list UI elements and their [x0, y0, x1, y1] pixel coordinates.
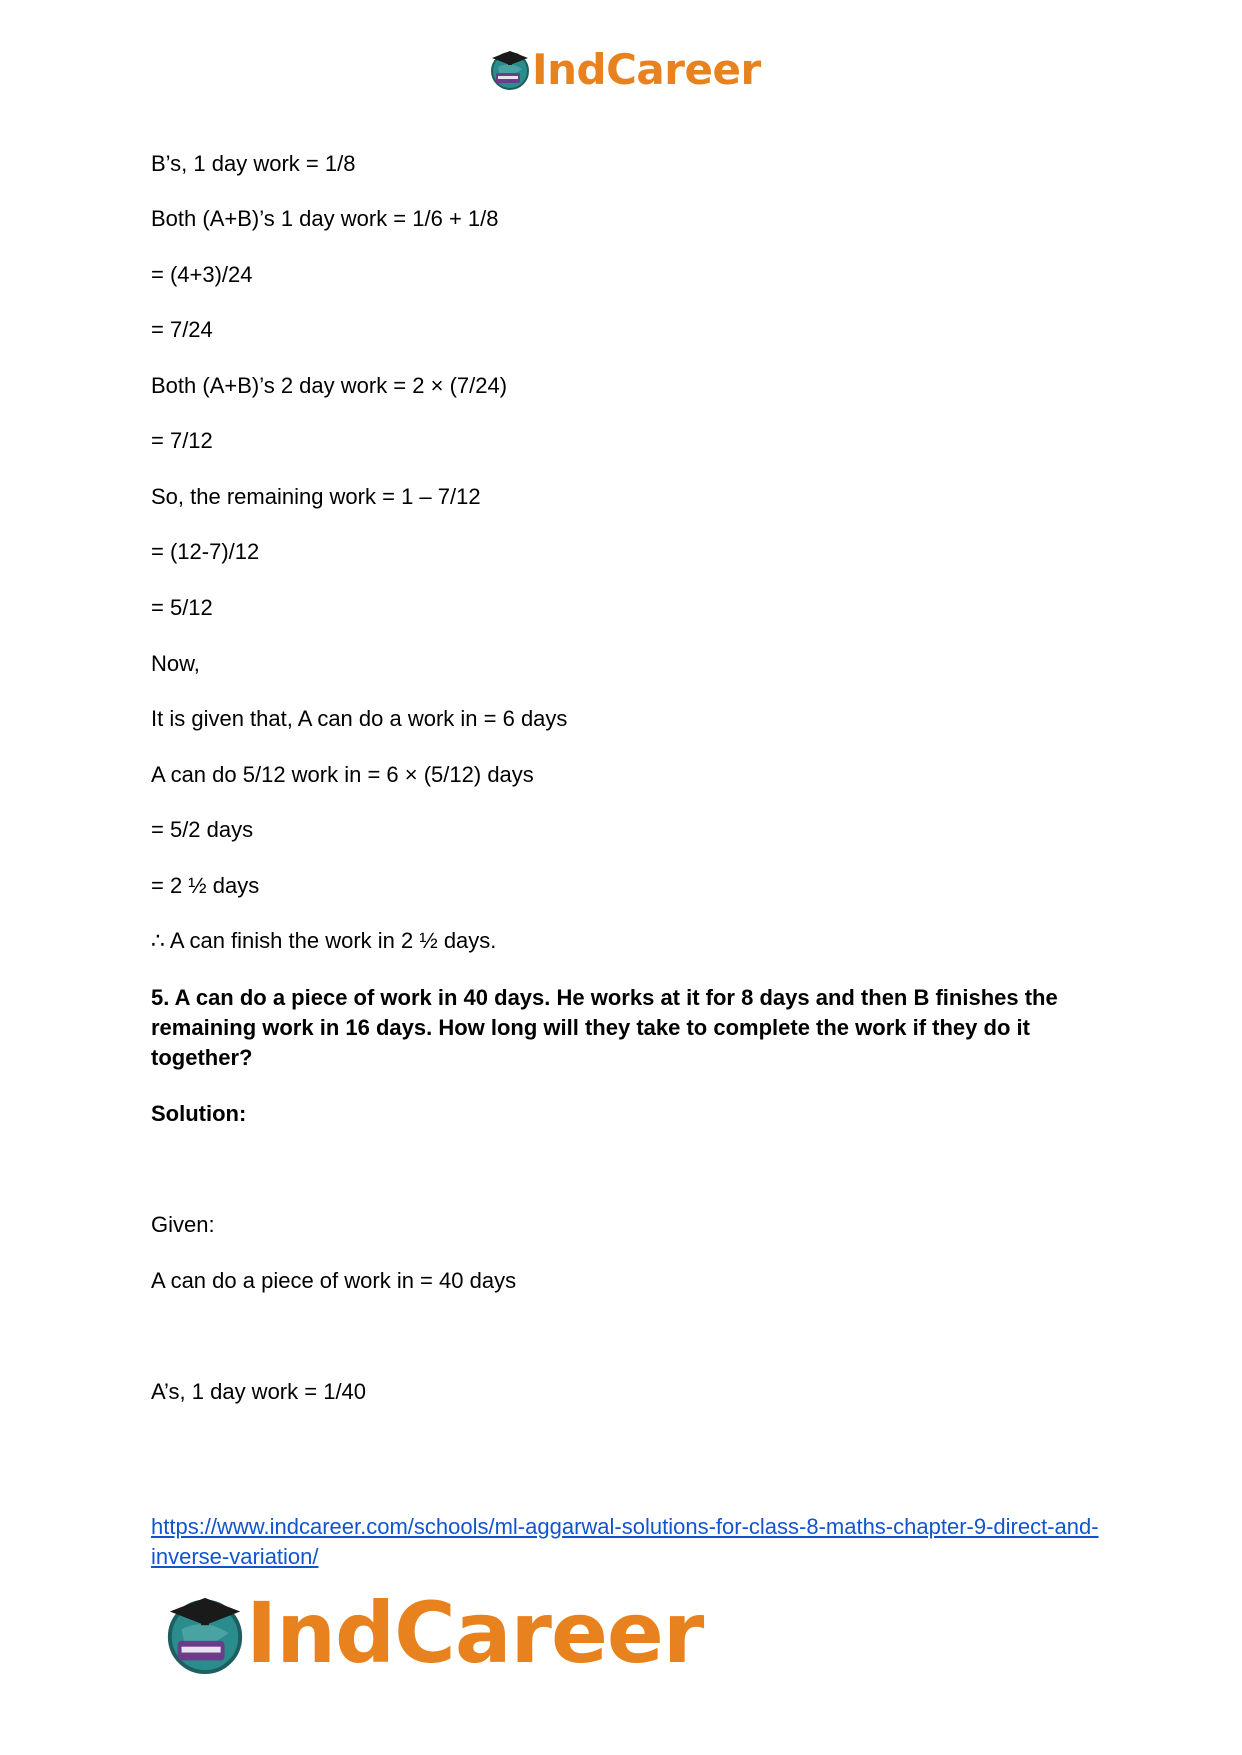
- source-link[interactable]: https://www.indcareer.com/schools/ml-aggarwal-solutions-for-class-8-maths-chapter-9-direct-and-inverse-variation/: [151, 1514, 1099, 1569]
- graduation-globe-icon: [162, 1590, 248, 1676]
- text-line: = (4+3)/24: [151, 262, 253, 287]
- text-line: = 7/12: [151, 428, 213, 453]
- text-line: = 2 ½ days: [151, 873, 260, 898]
- text-line: = (12-7)/12: [151, 539, 260, 564]
- text-line: = 7/24: [151, 317, 213, 342]
- text-line: So, the remaining work = 1 – 7/12: [151, 484, 481, 509]
- text-line: ∴ A can finish the work in 2 ½ days.: [151, 928, 497, 953]
- logo-wordmark: IndCareer: [532, 44, 761, 94]
- logo-wordmark: IndCareer: [246, 1584, 704, 1682]
- question-heading: 5. A can do a piece of work in 40 days. He works at it for 8 days and then B finishes the remaining work in 16 days. How long will they take to complete the work if they do it together?: [151, 985, 1058, 1070]
- text-line: B’s, 1 day work = 1/8: [151, 151, 356, 176]
- footer-logo: [162, 1584, 704, 1682]
- text-line: Both (A+B)’s 2 day work = 2 × (7/24): [151, 373, 508, 398]
- text-line: = 5/2 days: [151, 817, 254, 842]
- given-line: A can do a piece of work in = 40 days: [151, 1268, 517, 1293]
- given-label: Given:: [151, 1212, 215, 1237]
- solution-label: Solution:: [151, 1101, 247, 1126]
- text-line: A can do 5/12 work in = 6 × (5/12) days: [151, 762, 534, 787]
- a-day-work-line: A’s, 1 day work = 1/40: [151, 1379, 367, 1404]
- text-line: Now,: [151, 651, 200, 676]
- text-line: = 5/12: [151, 595, 213, 620]
- graduation-globe-icon: [488, 47, 532, 91]
- text-line: It is given that, A can do a work in = 6 days: [151, 706, 568, 731]
- header-logo: [488, 44, 761, 94]
- text-line: Both (A+B)’s 1 day work = 1/6 + 1/8: [151, 206, 499, 231]
